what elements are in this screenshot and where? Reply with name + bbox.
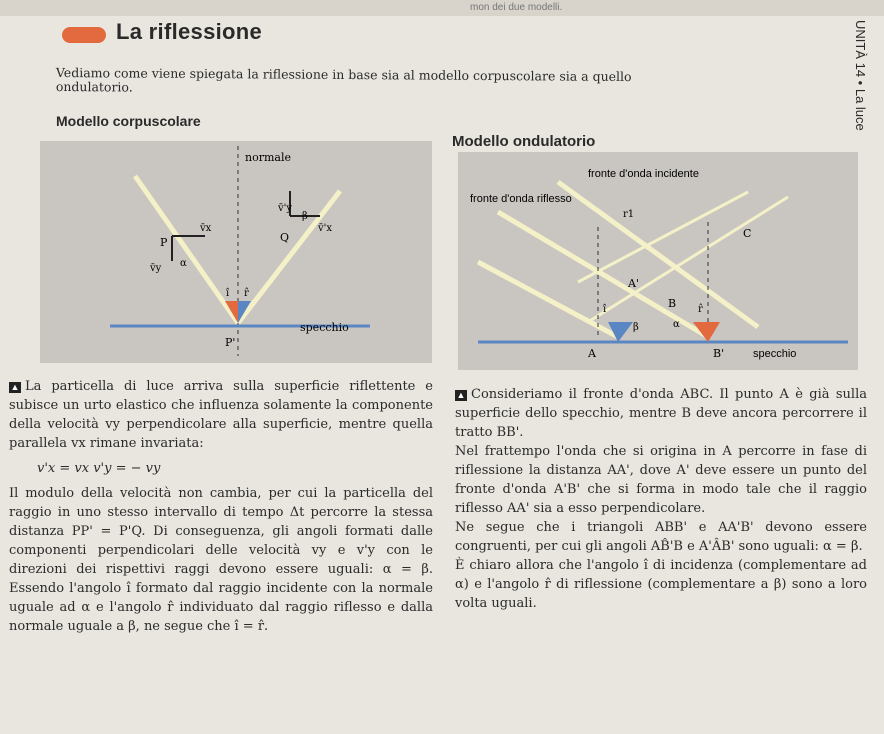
point-a1: A'	[628, 277, 639, 290]
point-a: A	[588, 347, 596, 360]
angle-r-label: r̂	[244, 288, 249, 299]
point-p1: P'	[225, 336, 236, 349]
angle-i-label: î	[603, 304, 607, 315]
triangle-marker-icon: ▲	[456, 390, 466, 400]
corpuscular-figure	[40, 141, 432, 363]
alpha-label: α	[673, 319, 680, 330]
vy1-label: v̄'y	[278, 203, 293, 214]
left-column	[9, 377, 433, 636]
intro-text: Vediamo come viene spiegata la riflessione in base sia al modello corpuscolare sia a quello ondulatorio.	[55, 65, 632, 95]
point-p: P	[160, 236, 168, 249]
top-note: mon dei due modelli.	[470, 2, 563, 13]
vx1-label: v̄'x	[318, 223, 333, 234]
right-column	[455, 385, 867, 613]
vy-label: v̄y	[150, 263, 162, 274]
mirror-label: specchio	[753, 348, 797, 360]
left-paragraph-2: Il modulo della velocità non cambia, per cui la particella del raggio in uno stesso intervallo di tempo Δt percorre la stessa distanza PP' = P'Q. Di conseguenza, gli angoli formati dalle componenti perpendicolari delle velocità vy e v'y con le direzioni dei rispettivi raggi devono essere uguali: α = β. Essendo l'angolo î formato dal raggio incidente con la normale uguale ad α e l'angolo r̂ individuato dal raggio riflesso e dalla normale uguale a β, ne segue che î = r̂.	[9, 486, 433, 634]
right-paragraph-4: È chiaro allora che l'angolo î di incidenza (complementare ad α) e l'angolo r̂ di riflessione (complementare a β) sono a loro volta uguali.	[455, 558, 867, 611]
velocity-formula: v'x = vx v'y = − vy	[37, 461, 161, 476]
r1-label: r1	[623, 209, 635, 220]
point-b1: B'	[713, 347, 725, 360]
page-top-edge	[0, 0, 884, 16]
angle-r-label: r̂	[698, 304, 703, 315]
wave-figure	[458, 152, 858, 370]
beta-label: β	[633, 322, 639, 333]
incident-front-label: fronte d'onda incidente	[588, 168, 699, 180]
right-paragraph-2: Nel frattempo l'onda che si origina in A percorre in fase di riflessione la distanza AA', dove A' deve essere un punto del fronte d'onda A'B' che si forma in modo tale che il raggio riflesso AA' sia a esso perpendicolare.	[455, 444, 867, 516]
wave-heading: Modello ondulatorio	[452, 133, 596, 150]
mirror-label: specchio	[300, 321, 349, 334]
right-paragraph-3: Ne segue che i triangoli ABB' e AA'B' devono essere congruenti, per cui gli angoli AB̂'B e A'ÂB' sono uguali: α = β.	[455, 520, 867, 554]
point-q: Q	[280, 231, 290, 244]
point-c: C	[743, 227, 752, 240]
left-paragraph-1: ▲ La particella di luce arriva sulla superficie riflettente e subisce un urto elastico che influenza solamente la componente della velocità vy perpendicolare alla superficie, mentre quella parallela vx rimane invariata:	[9, 379, 433, 451]
right-paragraph-1: ▲ Consideriamo il fronte d'onda ABC. Il punto A è già sulla superficie dello specchio, mentre B deve ancora percorrere il tratto BB'.	[455, 387, 867, 440]
alpha-label: α	[180, 258, 187, 269]
vx-label: v̄x	[200, 223, 212, 234]
angle-i-label: î	[226, 288, 230, 299]
point-b: B	[668, 297, 677, 310]
page-title: La riflessione	[116, 19, 263, 44]
section-marker	[62, 27, 106, 43]
incident-ray	[135, 176, 238, 323]
corpuscular-heading: Modello corpuscolare	[56, 113, 201, 129]
beta-label: β	[302, 211, 308, 222]
triangle-marker-icon: ▲	[10, 382, 20, 392]
normal-label: normale	[245, 151, 291, 164]
side-label: UNITÀ 14 • La luce	[853, 20, 868, 131]
reflected-front-label: fronte d'onda riflesso	[470, 193, 572, 205]
